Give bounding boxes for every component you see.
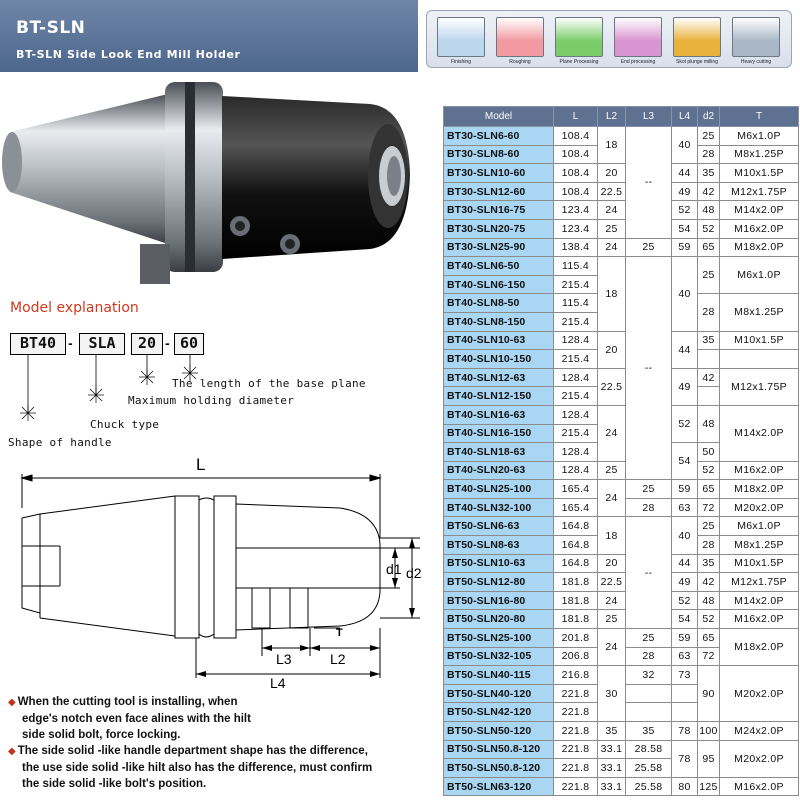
cell-L2: 33.1 <box>598 759 626 778</box>
cell-L3: -- <box>626 127 672 239</box>
col-T: T <box>720 107 799 127</box>
col-L: L <box>554 107 598 127</box>
cell-L: 115.4 <box>554 257 598 276</box>
cell-L: 165.4 <box>554 480 598 499</box>
cell-d2: 50 <box>698 443 720 462</box>
cell-model: BT50-SLN20-80 <box>444 610 554 629</box>
spec-table <box>443 106 799 796</box>
usage-notes <box>8 694 438 792</box>
table-row <box>444 405 799 424</box>
cell-L2: 20 <box>598 331 626 368</box>
drive-key <box>140 244 170 284</box>
cell-model: BT40-SLN10-63 <box>444 331 554 350</box>
cell-d2: 35 <box>698 554 720 573</box>
cell-L4: 78 <box>672 722 698 741</box>
cell-model: BT40-SLN20-63 <box>444 461 554 480</box>
table-row <box>444 610 799 629</box>
cell-L: 181.8 <box>554 591 598 610</box>
cell-L3: 25.58 <box>626 759 672 778</box>
cell-L4: 52 <box>672 405 698 442</box>
table-row <box>444 591 799 610</box>
cell-d2: 42 <box>698 573 720 592</box>
note-line <box>8 776 438 792</box>
cell-L: 221.8 <box>554 703 598 722</box>
cell-model: BT50-SLN63-120 <box>444 777 554 796</box>
cell-L2: 24 <box>598 201 626 220</box>
col-d2: d2 <box>698 107 720 127</box>
cell-L: 165.4 <box>554 498 598 517</box>
cell-L2: 18 <box>598 127 626 164</box>
table-row <box>444 517 799 536</box>
model-explanation-title: Model explanation <box>10 300 139 316</box>
dim-L4: L4 <box>270 675 286 688</box>
cell-L: 221.8 <box>554 777 598 796</box>
cell-d2 <box>698 387 720 406</box>
cell-d2: 65 <box>698 238 720 257</box>
cell-L4: 59 <box>672 480 698 499</box>
table-row <box>444 629 799 648</box>
dim-T: T <box>336 627 343 639</box>
cell-T: M8x1.25P <box>720 294 799 331</box>
cell-L: 138.4 <box>554 238 598 257</box>
operation-icon <box>614 17 662 57</box>
cell-L: 215.4 <box>554 275 598 294</box>
note-line <box>8 760 438 776</box>
cell-model: BT50-SLN50.8-120 <box>444 740 554 759</box>
cell-d2: 52 <box>698 219 720 238</box>
dim-L2: L2 <box>330 651 346 667</box>
label-chuck: Chuck type <box>90 418 160 431</box>
col-model: Model <box>444 107 554 127</box>
cell-model: BT40-SLN8-150 <box>444 312 554 331</box>
note-text: When the cutting tool is installing, when <box>17 696 238 708</box>
cell-T: M8x1.25P <box>720 536 799 555</box>
note-text: edge's notch even face alines with the hilt <box>22 713 251 725</box>
technical-drawing <box>0 448 440 688</box>
cell-T: M16x2.0P <box>720 219 799 238</box>
table-row <box>444 238 799 257</box>
cell-L4: 44 <box>672 331 698 368</box>
table-row <box>444 461 799 480</box>
cell-L3: 25 <box>626 480 672 499</box>
cell-d2: 25 <box>698 127 720 146</box>
cell-L2: 24 <box>598 629 626 666</box>
cell-L: 115.4 <box>554 294 598 313</box>
table-row <box>444 777 799 796</box>
table-row <box>444 127 799 146</box>
cell-L4: 40 <box>672 517 698 554</box>
cell-L2: 24 <box>598 480 626 517</box>
cell-T: M18x2.0P <box>720 238 799 257</box>
cell-model: BT30-SLN16-75 <box>444 201 554 220</box>
cell-T: M12x1.75P <box>720 368 799 405</box>
code-chuck: SLA <box>79 333 125 355</box>
cell-model: BT30-SLN20-75 <box>444 219 554 238</box>
cell-T: M14x2.0P <box>720 591 799 610</box>
cell-model: BT40-SLN12-150 <box>444 387 554 406</box>
cell-model: BT50-SLN42-120 <box>444 703 554 722</box>
cell-L: 216.8 <box>554 666 598 685</box>
cell-L3: 32 <box>626 666 672 685</box>
cell-L2: 18 <box>598 257 626 331</box>
code-diameter: 20 <box>131 333 163 355</box>
table-row <box>444 554 799 573</box>
cell-L2: 20 <box>598 164 626 183</box>
cell-L: 108.4 <box>554 164 598 183</box>
cell-model: BT50-SLN40-115 <box>444 666 554 685</box>
cell-L4: 52 <box>672 201 698 220</box>
label-diameter: Maximum holding diameter <box>128 394 295 407</box>
cell-model: BT50-SLN40-120 <box>444 684 554 703</box>
table-header-row <box>444 107 799 127</box>
cell-L: 128.4 <box>554 405 598 424</box>
table-row <box>444 368 799 387</box>
note-text: The side solid -like handle department shape has the difference, <box>17 745 368 757</box>
table-row <box>444 666 799 685</box>
set-screw-2-hex <box>285 239 295 249</box>
cell-L2: 24 <box>598 238 626 257</box>
cell-L4: 52 <box>672 591 698 610</box>
cell-L4: 54 <box>672 219 698 238</box>
operation-label: End processing <box>620 59 656 65</box>
cell-L: 215.4 <box>554 387 598 406</box>
cell-T <box>720 350 799 369</box>
cell-L: 123.4 <box>554 219 598 238</box>
cell-L2: 33.1 <box>598 777 626 796</box>
cell-L4 <box>672 684 698 703</box>
cell-model: BT40-SLN8-50 <box>444 294 554 313</box>
operations-box <box>426 10 792 68</box>
col-L4: L4 <box>672 107 698 127</box>
operation-icon <box>555 17 603 57</box>
cell-T: M18x2.0P <box>720 480 799 499</box>
operation-label: Roughing <box>509 59 531 65</box>
code-dash-2: - <box>165 335 170 351</box>
cell-L3: 35 <box>626 722 672 741</box>
col-L3: L3 <box>626 107 672 127</box>
cell-L2: 22.5 <box>598 573 626 592</box>
cell-L4: 59 <box>672 629 698 648</box>
cell-d2 <box>698 350 720 369</box>
cell-L3: 25 <box>626 238 672 257</box>
cell-L3: 25 <box>626 629 672 648</box>
bullet-icon: ◆ <box>8 746 16 757</box>
cell-L2: 25 <box>598 610 626 629</box>
cell-L3 <box>626 684 672 703</box>
cell-model: BT40-SLN16-63 <box>444 405 554 424</box>
header-banner <box>0 0 418 72</box>
cell-model: BT50-SLN10-63 <box>444 554 554 573</box>
cell-L2: 30 <box>598 666 626 722</box>
cell-d2: 25 <box>698 257 720 294</box>
cell-L2: 24 <box>598 405 626 461</box>
cell-d2: 72 <box>698 647 720 666</box>
operations-panel <box>418 0 800 72</box>
label-length: The length of the base plane <box>172 377 366 390</box>
cell-T: M24x2.0P <box>720 722 799 741</box>
cell-L: 108.4 <box>554 127 598 146</box>
operation-icon <box>673 17 721 57</box>
cell-d2: 52 <box>698 610 720 629</box>
operation-icon <box>496 17 544 57</box>
cell-L4: 54 <box>672 610 698 629</box>
cell-L: 221.8 <box>554 684 598 703</box>
table-row <box>444 740 799 759</box>
cell-d2: 52 <box>698 461 720 480</box>
note-text: the use side solid -like hilt also has the difference, must confirm <box>22 762 373 774</box>
cell-L3: 28 <box>626 498 672 517</box>
cell-T: M20x2.0P <box>720 740 799 777</box>
cell-L: 164.8 <box>554 536 598 555</box>
cell-L2: 22.5 <box>598 368 626 405</box>
bullet-icon: ◆ <box>8 697 16 708</box>
cell-d2: 65 <box>698 629 720 648</box>
cell-L: 221.8 <box>554 759 598 778</box>
holder-product-image <box>0 74 434 302</box>
cell-d2: 125 <box>698 777 720 796</box>
cell-T: M10x1.5P <box>720 554 799 573</box>
cell-d2: 42 <box>698 182 720 201</box>
dim-d2: d2 <box>406 565 422 581</box>
set-screw-1-hex <box>235 221 245 231</box>
cell-L2: 25 <box>598 219 626 238</box>
cell-L2: 33.1 <box>598 740 626 759</box>
cell-model: BT40-SLN10-150 <box>444 350 554 369</box>
cell-L4: 80 <box>672 777 698 796</box>
cell-model: BT50-SLN12-80 <box>444 573 554 592</box>
cell-L4: 44 <box>672 164 698 183</box>
cell-L: 206.8 <box>554 647 598 666</box>
cell-T: M14x2.0P <box>720 405 799 461</box>
cell-L: 164.8 <box>554 554 598 573</box>
taper-end <box>2 132 22 192</box>
cell-L4: 40 <box>672 257 698 331</box>
table-row <box>444 573 799 592</box>
cell-d2: 90 <box>698 666 720 722</box>
dim-L: L <box>196 455 206 474</box>
cell-T: M16x2.0P <box>720 777 799 796</box>
cell-L4: 59 <box>672 238 698 257</box>
cell-L2: 22.5 <box>598 182 626 201</box>
cell-d2: 48 <box>698 405 720 442</box>
cell-L4: 78 <box>672 740 698 777</box>
cell-model: BT50-SLN50.8-120 <box>444 759 554 778</box>
cell-L: 221.8 <box>554 740 598 759</box>
operation-label: Skot plunge milling <box>676 59 718 65</box>
flange-groove <box>185 82 195 272</box>
cell-T: M14x2.0P <box>720 201 799 220</box>
cell-T: M6x1.0P <box>720 257 799 294</box>
cell-model: BT50-SLN8-63 <box>444 536 554 555</box>
note-text: the side solid -like bolt's position. <box>22 778 207 790</box>
cell-L: 181.8 <box>554 573 598 592</box>
cell-d2: 48 <box>698 201 720 220</box>
cell-T: M6x1.0P <box>720 127 799 146</box>
cell-L2: 20 <box>598 554 626 573</box>
label-handle: Shape of handle <box>8 436 112 449</box>
note-text: side solid bolt, force locking. <box>22 729 181 741</box>
cell-T: M20x2.0P <box>720 498 799 517</box>
cell-L: 128.4 <box>554 368 598 387</box>
cell-L3: -- <box>626 257 672 480</box>
cell-model: BT30-SLN8-60 <box>444 145 554 164</box>
operation-label: Plane Processing <box>559 59 599 65</box>
cell-d2: 28 <box>698 294 720 331</box>
cell-L: 215.4 <box>554 350 598 369</box>
cell-model: BT40-SLN18-63 <box>444 443 554 462</box>
cell-L2: 35 <box>598 722 626 741</box>
cell-L4: 63 <box>672 647 698 666</box>
cell-L: 215.4 <box>554 312 598 331</box>
cell-d2: 42 <box>698 368 720 387</box>
cell-L3: 28 <box>626 647 672 666</box>
cell-model: BT50-SLN6-63 <box>444 517 554 536</box>
cell-d2: 28 <box>698 536 720 555</box>
cell-model: BT30-SLN25-90 <box>444 238 554 257</box>
cell-model: BT40-SLN6-50 <box>444 257 554 276</box>
table-row <box>444 164 799 183</box>
dim-L3: L3 <box>276 651 292 667</box>
note-line <box>8 711 438 727</box>
cell-T: M20x2.0P <box>720 666 799 722</box>
bore-inner <box>387 156 401 196</box>
cell-T: M6x1.0P <box>720 517 799 536</box>
operation-icon <box>732 17 780 57</box>
code-length: 60 <box>174 333 204 355</box>
cell-T: M12x1.75P <box>720 573 799 592</box>
cell-T: M16x2.0P <box>720 461 799 480</box>
page-title: BT-SLN <box>16 18 86 38</box>
cell-L2: 25 <box>598 461 626 480</box>
cell-d2: 65 <box>698 480 720 499</box>
cell-model: BT30-SLN10-60 <box>444 164 554 183</box>
page-subtitle: BT-SLN Side Look End Mill Holder <box>16 48 241 61</box>
table-row <box>444 219 799 238</box>
operation-label: Finishing <box>450 59 471 65</box>
cell-T: M16x2.0P <box>720 610 799 629</box>
operation-label: Heavy cutting <box>740 59 772 65</box>
cell-L2: 18 <box>598 517 626 554</box>
note-line <box>8 694 438 711</box>
cell-T: M12x1.75P <box>720 182 799 201</box>
cell-L4: 44 <box>672 554 698 573</box>
cell-d2: 95 <box>698 740 720 777</box>
cell-model: BT40-SLN16-150 <box>444 424 554 443</box>
taper-shank <box>10 94 168 244</box>
cell-L: 215.4 <box>554 424 598 443</box>
cell-T: M18x2.0P <box>720 629 799 666</box>
table-row <box>444 722 799 741</box>
table-row <box>444 201 799 220</box>
cell-model: BT50-SLN16-80 <box>444 591 554 610</box>
cell-L3: 28.58 <box>626 740 672 759</box>
cell-L: 128.4 <box>554 461 598 480</box>
cell-L4: 40 <box>672 127 698 164</box>
code-handle: BT40 <box>10 333 66 355</box>
cell-L: 221.8 <box>554 722 598 741</box>
cell-L4: 49 <box>672 573 698 592</box>
cell-model: BT40-SLN32-100 <box>444 498 554 517</box>
cell-d2: 35 <box>698 164 720 183</box>
code-dash-1: - <box>68 335 73 351</box>
cell-L: 164.8 <box>554 517 598 536</box>
col-L2: L2 <box>598 107 626 127</box>
dim-d1: d1 <box>386 561 402 577</box>
cell-T: M8x1.25P <box>720 145 799 164</box>
cell-L4 <box>672 703 698 722</box>
cell-d2: 28 <box>698 145 720 164</box>
table-row <box>444 182 799 201</box>
cell-model: BT40-SLN6-150 <box>444 275 554 294</box>
cell-T: M10x1.5P <box>720 164 799 183</box>
cell-model: BT30-SLN6-60 <box>444 127 554 146</box>
table-row <box>444 480 799 499</box>
cell-L4: 49 <box>672 368 698 405</box>
cell-L: 201.8 <box>554 629 598 648</box>
cell-d2: 25 <box>698 517 720 536</box>
cell-L: 123.4 <box>554 201 598 220</box>
cell-L: 108.4 <box>554 182 598 201</box>
cell-model: BT50-SLN25-100 <box>444 629 554 648</box>
cell-L: 108.4 <box>554 145 598 164</box>
cell-model: BT30-SLN12-60 <box>444 182 554 201</box>
cell-d2: 100 <box>698 722 720 741</box>
cell-model: BT50-SLN32-105 <box>444 647 554 666</box>
note-line <box>8 727 438 743</box>
operation-icon <box>437 17 485 57</box>
cell-L4: 63 <box>672 498 698 517</box>
cell-L2: 24 <box>598 591 626 610</box>
table-row <box>444 257 799 276</box>
cell-d2: 48 <box>698 591 720 610</box>
cell-L4: 73 <box>672 666 698 685</box>
cell-L: 181.8 <box>554 610 598 629</box>
note-line <box>8 743 438 760</box>
cell-L3: -- <box>626 517 672 629</box>
cell-d2: 35 <box>698 331 720 350</box>
cell-L: 128.4 <box>554 443 598 462</box>
cell-d2: 72 <box>698 498 720 517</box>
cell-L4: 49 <box>672 182 698 201</box>
table-row <box>444 331 799 350</box>
cell-L4: 54 <box>672 443 698 480</box>
cell-model: BT40-SLN25-100 <box>444 480 554 499</box>
cell-L: 128.4 <box>554 331 598 350</box>
cell-model: BT40-SLN12-63 <box>444 368 554 387</box>
cell-T: M10x1.5P <box>720 331 799 350</box>
cell-L3: 25.58 <box>626 777 672 796</box>
cell-model: BT50-SLN50-120 <box>444 722 554 741</box>
cell-L3 <box>626 703 672 722</box>
